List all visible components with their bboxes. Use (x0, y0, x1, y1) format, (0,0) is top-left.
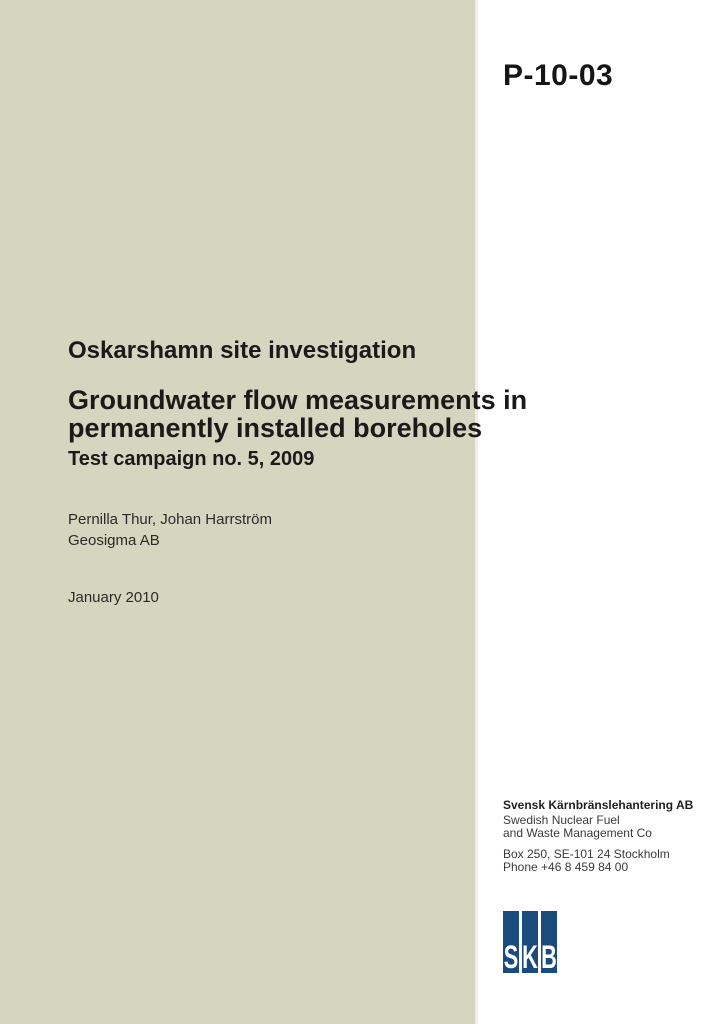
skb-logo-letter-s: S (503, 939, 519, 975)
publisher-phone: Phone +46 8 459 84 00 (503, 860, 629, 874)
main-title-line-2: permanently installed boreholes (68, 413, 483, 443)
skb-logo-letter-k: K (522, 939, 538, 975)
skb-logo-bar (522, 911, 538, 973)
main-title-line-1: Groundwater flow measurements in (68, 385, 528, 415)
publisher-descriptor-line-1: Swedish Nuclear Fuel (503, 813, 620, 827)
main-title (68, 386, 527, 442)
skb-logo-bar (503, 911, 519, 973)
publisher-contact (503, 848, 693, 874)
report-subtitle: Test campaign no. 5, 2009 (68, 448, 315, 470)
skb-logo-bar (541, 911, 557, 973)
publication-date: January 2010 (68, 589, 159, 606)
publisher-name: Svensk Kärnbränslehantering AB (503, 798, 694, 812)
authors: Pernilla Thur, Johan Harrström (68, 511, 272, 528)
report-number: P-10-03 (503, 59, 614, 92)
publisher-descriptor-line-2: and Waste Management Co (503, 826, 652, 840)
publisher-address: Box 250, SE-101 24 Stockholm (503, 847, 670, 861)
skb-logo-letter-b: B (541, 939, 557, 975)
publisher-block (503, 799, 693, 874)
project-title: Oskarshamn site investigation (68, 337, 417, 364)
author-affiliation: Geosigma AB (68, 532, 160, 549)
skb-logo (503, 911, 557, 973)
